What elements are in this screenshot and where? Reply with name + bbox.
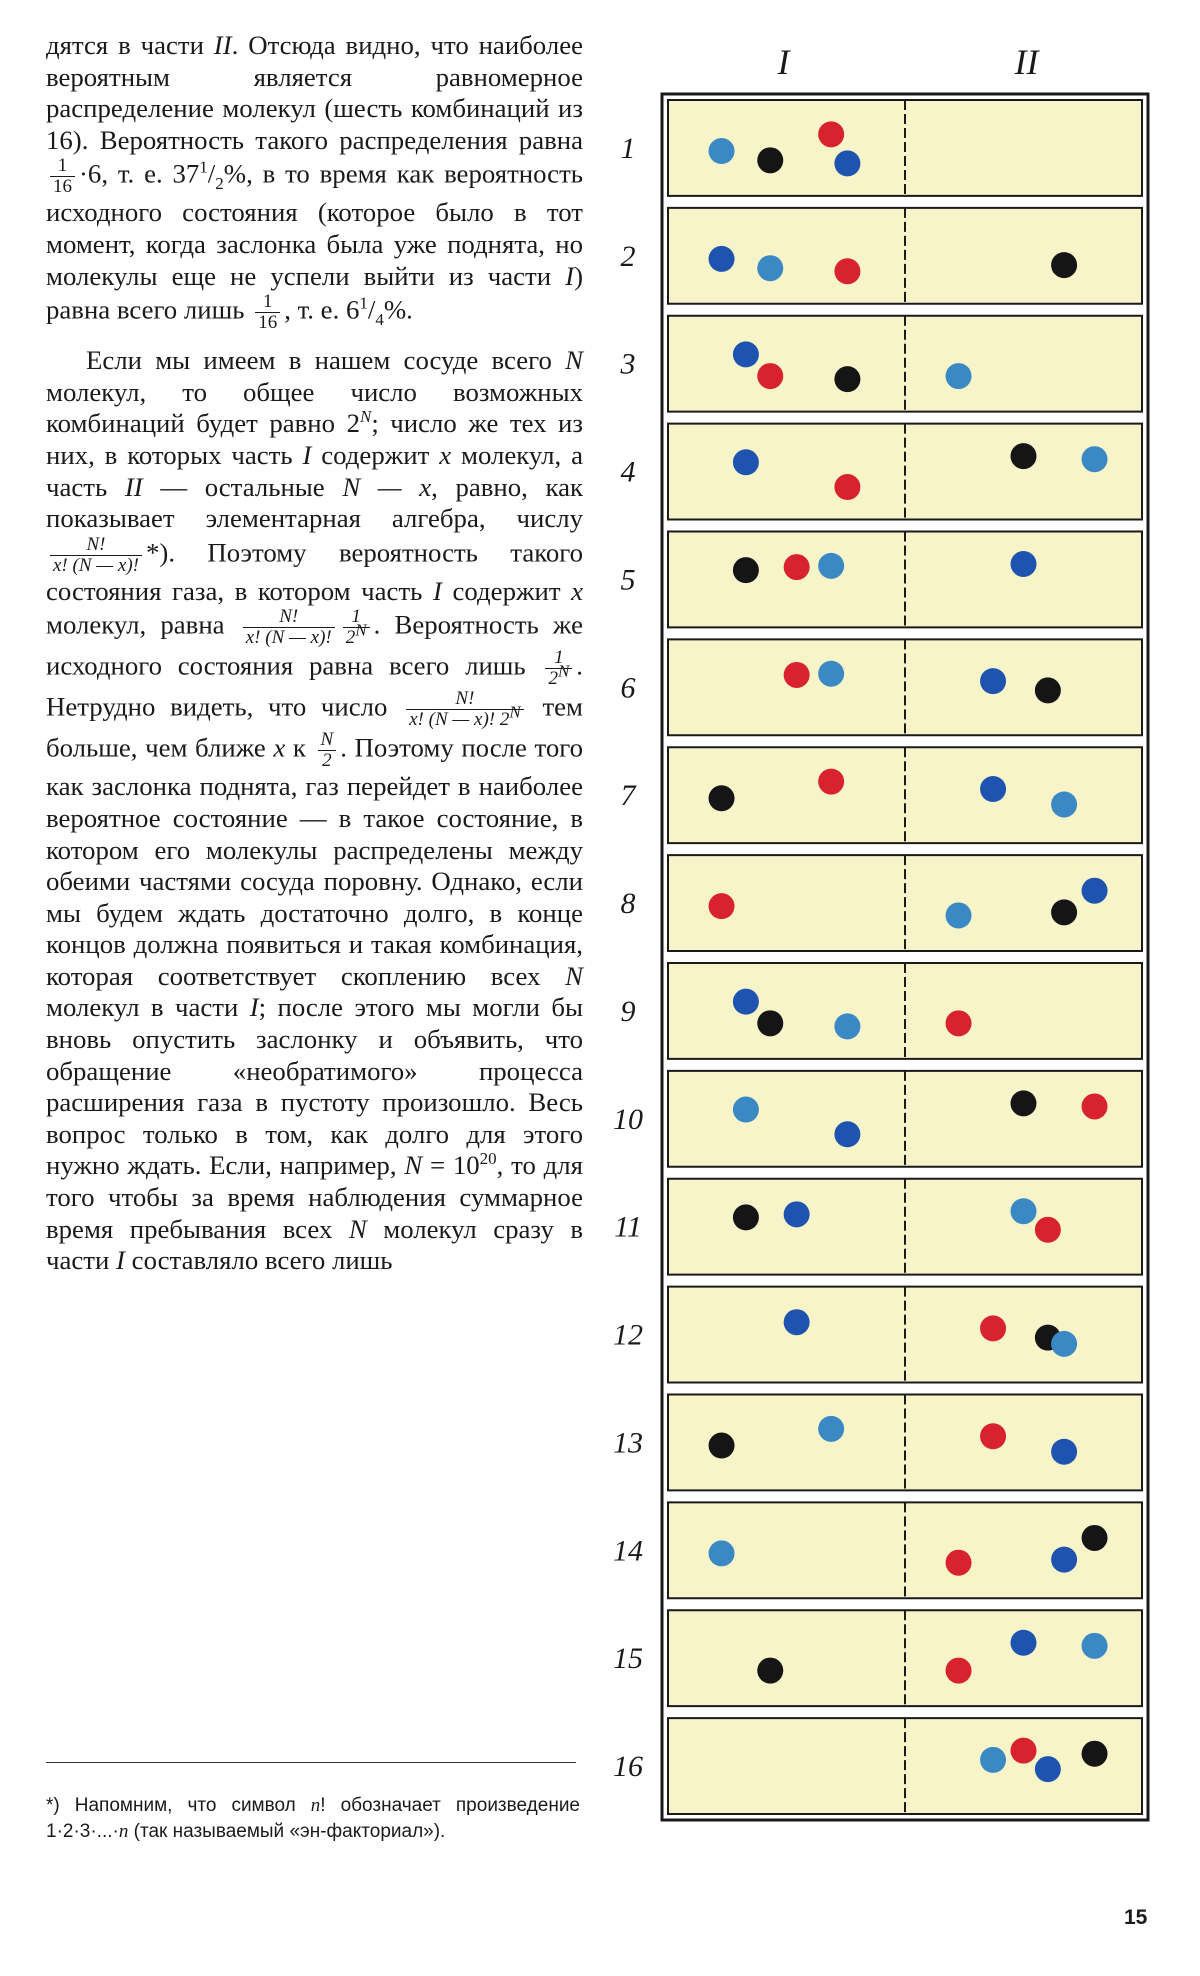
text-run: . Отсюда видно, что наиболее вероятным является равномерное распределение молекул (шесть комбинаций из 16). Вероятность такого распределения равна bbox=[46, 30, 583, 155]
molecule-dot bbox=[1082, 1525, 1108, 1551]
molecule-dot bbox=[709, 1433, 735, 1459]
molecule-dot bbox=[946, 1550, 972, 1576]
molecule-dot bbox=[1051, 899, 1077, 925]
text-run: дятся в части bbox=[46, 30, 204, 60]
molecule-dot bbox=[784, 662, 810, 688]
body-text bbox=[46, 30, 583, 1277]
roman-numeral: I bbox=[565, 260, 575, 291]
molecule-dot bbox=[834, 474, 860, 500]
molecule-dot bbox=[733, 1097, 759, 1123]
paragraph-2: Если мы имеем в нашем сосуде всего N молекул, то общее число возможных комбинаций будет равно $2^N$; число же тех из них, в которых часть I содержит x молекул, а часть II — остальные N — x, равно, как показывает элементарная алгебра, числу $\frac{N!}{x! (N — x)!}$ *). Поэтому вероятность такого состояния газа, в котором часть I содержит x молекул, равна $\frac{N!}{x! (N — x)!}$ $\frac{1}{2^N}$ . Вероятность же исходного состояния равна всего лишь $\frac{1}{2^N}$ . Нетрудно видеть, что число $\frac{N!}{x! (N — x)! 2^N}$ тем больше, чем ближе x к $\frac{N}{2}$ . Поэтому после того как заслонка поднята, газ перейдет в наиболее вероятное состояние — в такое состояние, в котором его молекулы распределены между обеими частями сосуда поровну. Однако, если мы будем ждать достаточно долго, в конце концов должна появиться и такая комбинация, которая соответствует скоплению всех N молекул в части I; после этого мы могли бы вновь опустить заслонку и объявить, что обращение «необратимого» процесса расширения газа в пустоту произошло. Весь вопрос только в том, как долго для этого нужно ждать. Если, например, $N = 10^{20}$, то для того чтобы за время наблюдения суммарное время пребывания всех N молекул сразу в части I составляло всего лишь bbox=[46, 345, 584, 1276]
molecule-dot bbox=[1051, 1439, 1077, 1465]
molecule-dot bbox=[784, 554, 810, 580]
molecule-dot bbox=[980, 1423, 1006, 1449]
molecule-dot bbox=[733, 341, 759, 367]
fraction: $\frac{N!}{x! (N — x)!}$ bbox=[50, 535, 142, 576]
distribution-row bbox=[613, 1071, 1142, 1167]
molecule-dot bbox=[733, 989, 759, 1015]
molecule-dot bbox=[709, 246, 735, 272]
molecule-dot bbox=[1035, 677, 1061, 703]
molecule-dot bbox=[1051, 252, 1077, 278]
fraction: $\frac{N}{2}$ bbox=[318, 730, 337, 771]
molecule-dot bbox=[1035, 1217, 1061, 1243]
footnote: *) Напомним, что символ n! обозначает произведение 1·2·3·...·n (так называемый «эн-факториал»). bbox=[46, 1795, 580, 1842]
row-label: 9 bbox=[620, 994, 636, 1028]
fraction: $\frac{1}{16}$ bbox=[255, 292, 280, 333]
text-run: ·6, т. е. 37 bbox=[79, 159, 200, 190]
molecule-dot bbox=[834, 150, 860, 176]
molecule-dot bbox=[709, 138, 735, 164]
fraction: $\frac{N!}{x! (N — x)! 2^N}$ bbox=[406, 689, 524, 730]
molecule-dot bbox=[946, 363, 972, 389]
row-label: 7 bbox=[620, 779, 636, 813]
row-label: 1 bbox=[620, 131, 636, 165]
molecule-dot bbox=[980, 1315, 1006, 1341]
text-run: , т. е. 6 bbox=[284, 294, 360, 325]
distribution-row bbox=[613, 1395, 1142, 1491]
molecule-dot bbox=[757, 147, 783, 173]
molecule-dot bbox=[946, 1658, 972, 1684]
molecule-dot bbox=[818, 121, 844, 147]
molecule-dot bbox=[1051, 1547, 1077, 1573]
row-label: 2 bbox=[620, 239, 636, 273]
distribution-row bbox=[621, 100, 1143, 196]
header-part-II: II bbox=[1014, 42, 1039, 82]
distribution-row bbox=[613, 1610, 1142, 1706]
molecule-dot bbox=[1011, 1090, 1037, 1116]
molecule-dot bbox=[709, 893, 735, 919]
molecule-dot bbox=[834, 366, 860, 392]
distribution-row bbox=[614, 1179, 1142, 1275]
molecule-dot bbox=[946, 1010, 972, 1036]
molecule-dot bbox=[709, 1540, 735, 1566]
molecule-dot bbox=[1011, 551, 1037, 577]
molecule-dot bbox=[757, 1658, 783, 1684]
distribution-row bbox=[621, 855, 1143, 951]
fraction: $\frac{1}{2^N}$ bbox=[545, 648, 572, 689]
molecule-dot bbox=[784, 1201, 810, 1227]
row-label: 4 bbox=[620, 455, 636, 489]
molecule-dot bbox=[834, 1121, 860, 1147]
molecule-dot bbox=[818, 1416, 844, 1442]
molecule-dot bbox=[818, 661, 844, 687]
row-label: 11 bbox=[614, 1210, 642, 1244]
row-label: 6 bbox=[620, 671, 636, 705]
row-label: 16 bbox=[613, 1750, 643, 1784]
molecule-dot bbox=[757, 255, 783, 281]
fraction: $\frac{1}{2^N}$ bbox=[343, 607, 370, 648]
molecule-dot bbox=[1082, 1093, 1108, 1119]
molecule-dot bbox=[1051, 791, 1077, 817]
molecule-distribution-figure bbox=[600, 30, 1160, 1830]
molecule-dot bbox=[818, 769, 844, 795]
distribution-row bbox=[621, 424, 1143, 520]
distribution-row bbox=[621, 963, 1143, 1059]
molecule-dot bbox=[1082, 1633, 1108, 1659]
header-part-I: I bbox=[777, 42, 790, 82]
molecule-dot bbox=[980, 1747, 1006, 1773]
molecule-dot bbox=[733, 557, 759, 583]
distribution-row bbox=[621, 639, 1143, 735]
molecule-dot bbox=[834, 1013, 860, 1039]
molecule-dot bbox=[784, 1309, 810, 1335]
molecule-dot bbox=[1011, 443, 1037, 469]
molecule-dot bbox=[709, 785, 735, 811]
footnote-divider bbox=[46, 1762, 576, 1763]
distribution-row bbox=[621, 532, 1143, 628]
distribution-row bbox=[620, 316, 1143, 412]
molecule-dot bbox=[1011, 1198, 1037, 1224]
distribution-row bbox=[613, 1287, 1142, 1383]
molecule-dot bbox=[757, 1010, 783, 1036]
row-label: 8 bbox=[620, 887, 636, 921]
row-label: 13 bbox=[613, 1426, 643, 1460]
roman-numeral: II bbox=[213, 30, 232, 60]
molecule-dot bbox=[1082, 446, 1108, 472]
fraction: $\frac{1}{16}$ bbox=[50, 156, 75, 197]
distribution-row bbox=[621, 208, 1143, 304]
paragraph-1: дятся в части II. Отсюда видно, что наиболее вероятным является равномерное распределение молекул (шесть комбинаций из 16). Вероятность такого распределения равна $\frac{1}{16}$ ·6, т. е. $37^1/_2\%$, в то время как вероятность исходного состояния (которое было в тот момент, когда заслонка была уже поднята, но молекулы еще не успели выйти из части I) равна всего лишь $\frac{1}{16}$ , т. е. $6^1/_4\%$. bbox=[46, 30, 584, 334]
molecule-dot bbox=[1082, 1741, 1108, 1767]
molecule-dot bbox=[834, 258, 860, 284]
row-label: 12 bbox=[613, 1318, 643, 1352]
row-label: 14 bbox=[613, 1534, 643, 1568]
distribution-row bbox=[621, 747, 1143, 843]
fraction: $\frac{N!}{x! (N — x)!}$ bbox=[243, 607, 335, 648]
molecule-dot bbox=[1011, 1630, 1037, 1656]
distribution-row bbox=[613, 1502, 1142, 1598]
distribution-row bbox=[613, 1718, 1142, 1814]
text-run: ) равна всего лишь bbox=[46, 260, 583, 325]
row-label: 3 bbox=[620, 347, 636, 381]
molecule-dot bbox=[1082, 878, 1108, 904]
molecule-dot bbox=[757, 363, 783, 389]
molecule-dot bbox=[1035, 1756, 1061, 1782]
page-number: 15 bbox=[1124, 1906, 1148, 1929]
row-label: 5 bbox=[620, 563, 636, 597]
text-run: %, в то время как вероятность исходного состояния (которое было в тот момент, когда заслонка была уже поднята, но молекулы еще не успели выйти из части bbox=[46, 159, 584, 291]
molecule-dot bbox=[980, 776, 1006, 802]
molecule-dot bbox=[946, 902, 972, 928]
row-label: 10 bbox=[613, 1102, 643, 1136]
molecule-dot bbox=[733, 449, 759, 475]
molecule-dot bbox=[1051, 1331, 1077, 1357]
row-label: 15 bbox=[613, 1642, 643, 1676]
molecule-dot bbox=[980, 668, 1006, 694]
molecule-dot bbox=[818, 553, 844, 579]
molecule-dot bbox=[733, 1204, 759, 1230]
molecule-dot bbox=[1011, 1738, 1037, 1764]
